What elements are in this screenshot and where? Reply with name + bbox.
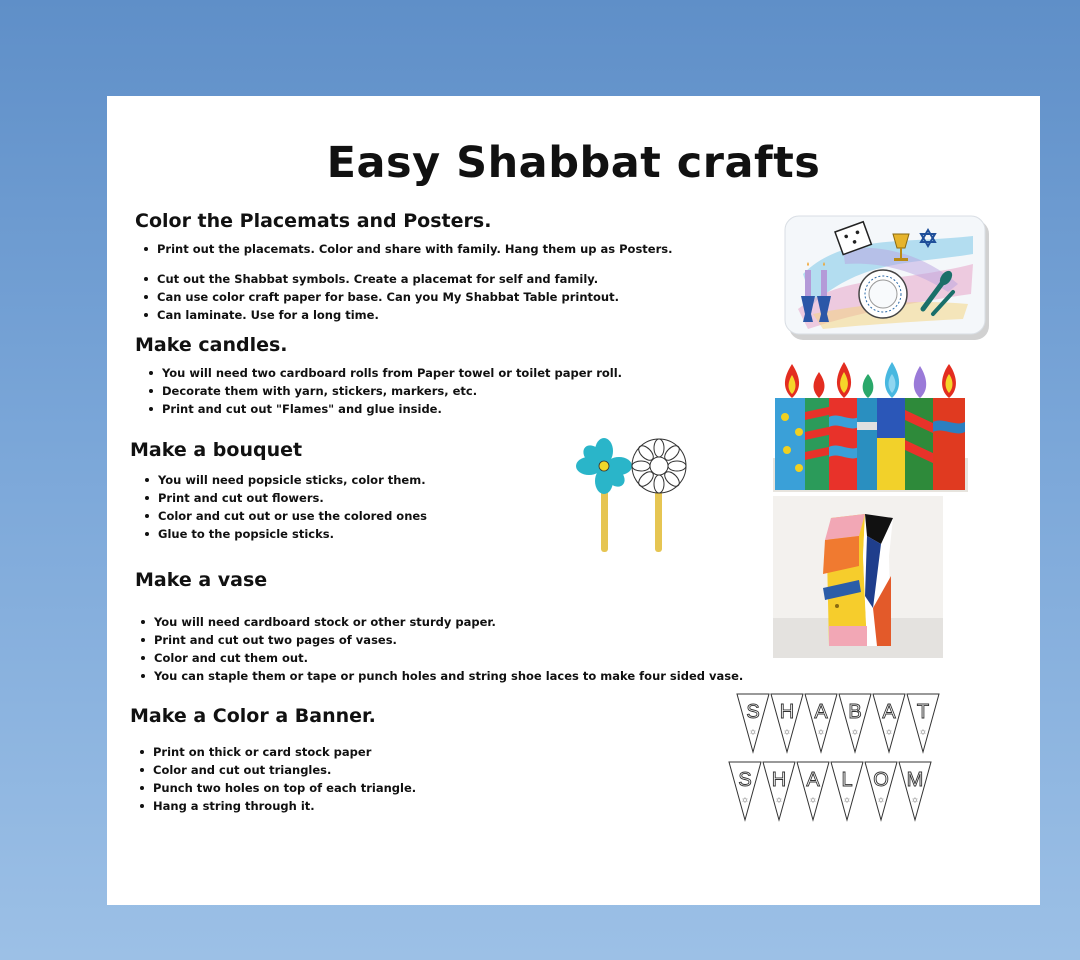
list-item: You will need two cardboard rolls from Paper towel or toilet paper roll. [162,366,623,380]
list-item: Hang a string through it. [153,797,416,815]
bouquet-image [573,436,695,554]
banner-letter: H [779,701,795,723]
section-bouquet [130,439,427,543]
banner-letter: S [746,701,760,723]
star-of-david-icon: ✡ [809,796,817,805]
banner-letter: O [873,769,889,791]
banner-letter: A [806,769,820,791]
banner-letter: T [916,701,930,723]
list-item: Print out the placemats. Color and share with family. Hang them up as Posters. [157,242,673,256]
list-item: Decorate them with yarn, stickers, markers, etc. [162,382,622,400]
list-item: Print and cut out "Flames" and glue inside. [162,400,622,418]
section-banner [130,705,416,815]
list-item: Punch two holes on top of each triangle. [153,781,417,795]
star-of-david-icon: ✡ [911,796,919,805]
list-item: Print and cut out flowers. [158,489,427,507]
star-of-david-icon: ✡ [749,728,757,737]
section-heading: Make a bouquet [130,439,303,461]
list-item: You can staple them or tape or punch holes and string shoe laces to make four sided vase. [154,669,744,683]
section-heading: Color the Placemats and Posters. [135,210,492,232]
section-heading: Make a Color a Banner. [130,705,376,727]
star-of-david-icon: ✡ [919,728,927,737]
outline-flower-icon [632,439,686,493]
list-item: Print on thick or card stock paper [153,743,416,761]
star-of-david-icon: ✡ [741,796,749,805]
banner-pennant [839,694,871,752]
banner-pennant [865,762,897,820]
teal-flower-icon [576,438,632,494]
page-title: Easy Shabbat crafts [326,138,821,188]
banner-pennant [737,694,769,752]
banner-letter: S [738,769,752,791]
banner-pennant [771,694,803,752]
list-item: Color and cut out or use the colored ones [158,509,428,523]
banner-letter: L [841,769,853,791]
vase-image [773,496,943,658]
banner-letter: M [906,769,924,791]
banner-pennant [797,762,829,820]
banner-pennant [763,762,795,820]
section-vase [135,569,743,685]
list-item: Cut out the Shabbat symbols. Create a placemat for self and family. [157,270,672,288]
candles-image [773,362,968,492]
craft-sheet [107,96,1040,905]
star-of-david-icon: ✡ [877,796,885,805]
section-heading: Make a vase [135,569,268,591]
star-of-david-icon: ✡ [885,728,893,737]
star-of-david-icon: ✡ [817,728,825,737]
candle-roll [775,364,809,490]
section-placemats [135,210,672,324]
banner-pennant [805,694,837,752]
section-candles [135,334,622,418]
banner-letter: B [848,701,862,723]
list-item: You will need popsicle sticks, color them. [158,473,426,487]
banner-pennant [907,694,939,752]
list-item: You will need cardboard stock or other sturdy paper. [154,613,743,631]
list-item: Can use color craft paper for base. Can you My Shabbat Table printout. [157,288,672,306]
banner-image [727,692,949,828]
banner-letter: H [771,769,787,791]
banner-pennant [899,762,931,820]
star-of-david-icon: ✡ [775,796,783,805]
list-item: Glue to the popsicle sticks. [158,525,427,543]
star-of-david-icon: ✡ [783,728,791,737]
plate-icon [859,270,907,318]
section-heading: Make candles. [135,334,288,356]
star-of-david-icon: ✡ [851,728,859,737]
banner-pennant [873,694,905,752]
list-item: Color and cut them out. [154,649,743,667]
list-item: Color and cut out triangles. [153,761,416,779]
list-item: Print and cut out two pages of vases. [154,631,743,649]
banner-pennant [729,762,761,820]
banner-letter: A [882,701,896,723]
star-of-david-icon: ✡ [843,796,851,805]
banner-pennant [831,762,863,820]
list-item: Can laminate. Use for a long time. [157,306,672,324]
banner-letter: A [814,701,828,723]
placemat-image [783,214,993,344]
